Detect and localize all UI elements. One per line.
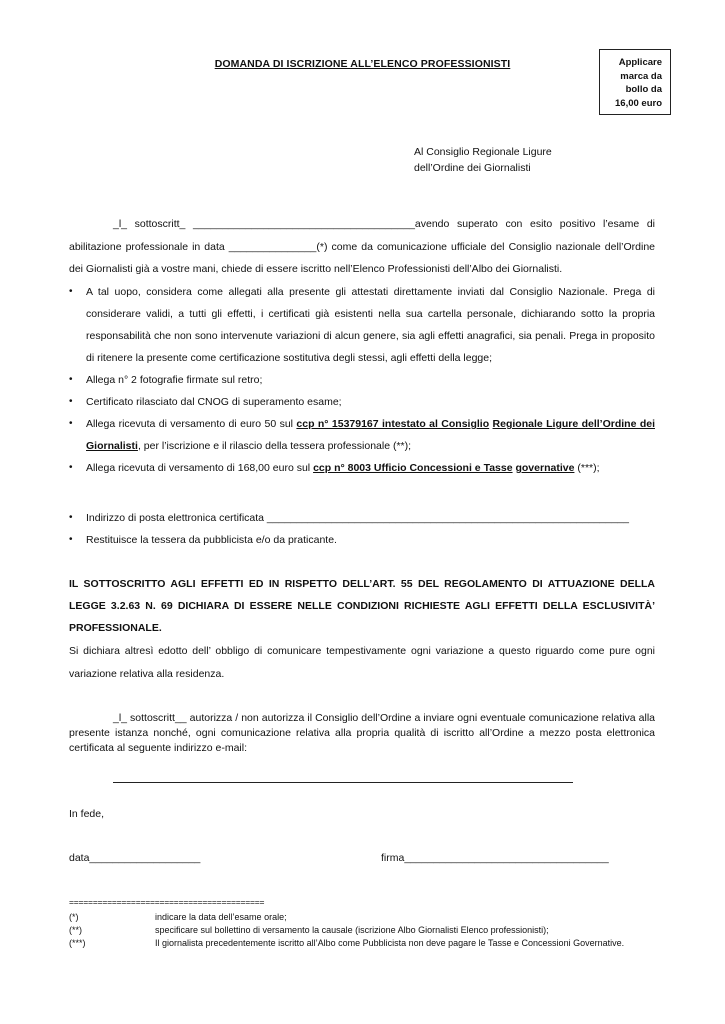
stamp-line: marca da xyxy=(620,70,662,82)
footnote-text: specificare sul bollettino di versamento la causale (iscrizione Albo Giornalisti Elenco professionisti); xyxy=(155,925,549,935)
stamp-line: 16,00 euro xyxy=(615,97,662,109)
bullet-text: Allega ricevuta di versamento di euro 50 sul xyxy=(86,418,297,430)
list-item xyxy=(69,507,655,529)
bullet-icon: • xyxy=(69,534,73,545)
footnote-key: (***) xyxy=(69,938,86,948)
footnote-key: (*) xyxy=(69,912,79,922)
bullet-text: Allega n° 2 fotografie firmate sul retro; xyxy=(86,374,263,386)
footnote-row xyxy=(69,937,655,950)
stamp-line: bollo da xyxy=(625,84,662,95)
footnote-text: indicare la data dell’esame orale; xyxy=(155,912,287,922)
footnote-text: Il giornalista precedentemente iscritto all’Albo come Pubblicista non deve pagare le Tasse e Concessioni Governative. xyxy=(155,938,625,948)
list-item xyxy=(69,413,655,457)
postal-account-1: ccp n° 15379167 intestato al Consiglio xyxy=(296,418,490,430)
intro-paragraph: _l_ sottoscritt_ ______________________________________avendo superato con esito positivo l’esame di abilitazione professionale in data _______________(*) come da comunicazione ufficiale del Consiglio nazionale dell’Ordine dei Giornalisti già a vostre mani, chiede di essere iscritto nell’Elenco Professionisti dell’Albo dei Giornalisti. xyxy=(69,218,655,275)
footnote-separator: ========================================= xyxy=(69,897,265,907)
recipient-line-1: Al Consiglio Regionale Ligure xyxy=(414,146,552,158)
postal-account-1-holder: Regionale Ligure dell’Ordine dei Giornalisti xyxy=(86,418,655,452)
list-item xyxy=(69,529,655,551)
revenue-stamp-box xyxy=(599,49,671,115)
footnote-key: (**) xyxy=(69,925,82,935)
postal-account-2: ccp n° 8003 Ufficio Concessioni e Tasse xyxy=(313,462,513,474)
email-address-line[interactable] xyxy=(113,772,573,783)
bullet-icon: • xyxy=(69,286,73,297)
recipient-address xyxy=(414,144,552,176)
list-item xyxy=(69,369,655,391)
footnote-row xyxy=(69,911,655,924)
bullet-text: , per l’iscrizione e il rilascio della tessera professionale (**); xyxy=(137,440,412,452)
bullet-text: Restituisce la tessera da pubblicista e/o da praticante. xyxy=(86,534,337,546)
declaration-paragraph: IL SOTTOSCRITTO AGLI EFFETTI ED IN RISPETTO DELL’ART. 55 DEL REGOLAMENTO DI ATTUAZIONE DELLA LEGGE 3.2.63 N. 69 DICHIARA DI ESSERE NELLE CONDIZIONI RICHIESTE AGLI EFFETTI DELLA ESCLUSIVITÀ’ PROFESSIONALE. xyxy=(69,578,655,634)
bullet-text: Certificato rilasciato dal CNOG di superamento esame; xyxy=(86,396,342,408)
bullet-text: A tal uopo, considera come allegati alla presente gli attestati direttamente inviati dal Consiglio Nazionale. Prega di considerare validi, a tutti gli effetti, i certificati già esistenti nella sua cartella personale, dichiarando sotto la propria responsabilità che non sono intervenute variazioni di alcun genere, sia agli effetti anagrafici, sia penali. Prega in proposito di ritenere la presente come certificazione sostitutiva degli stessi, agli effetti della legge; xyxy=(86,286,655,364)
footnotes xyxy=(69,911,655,950)
bullet-text: (***); xyxy=(574,462,600,474)
bullet-icon: • xyxy=(69,462,73,473)
bullet-icon: • xyxy=(69,396,73,407)
contact-list xyxy=(69,507,655,551)
document-title: DOMANDA DI ISCRIZIONE ALL’ELENCO PROFESSIONISTI xyxy=(214,58,511,70)
bullet-icon: • xyxy=(69,374,73,385)
bullet-icon: • xyxy=(69,418,73,429)
authorization-paragraph: _l_ sottoscritt__ autorizza / non autorizza il Consiglio dell’Ordine a inviare ogni eventuale comunicazione relativa alla presente istanza nonché, ogni comunicazione relativa alla propria qualità di iscritto all’Ordine a mezzo posta elettronica certificata al seguente indirizzo e-mail: xyxy=(69,712,655,754)
recipient-line-2: dell’Ordine dei Giornalisti xyxy=(414,162,531,174)
bullet-icon: • xyxy=(69,512,73,523)
postal-account-2-suffix: governative xyxy=(515,462,575,474)
pec-address-field[interactable]: Indirizzo di posta elettronica certificata ______________________________________________________________ xyxy=(86,512,629,524)
list-item xyxy=(69,391,655,413)
attachments-list xyxy=(69,281,655,479)
list-item xyxy=(69,457,655,479)
date-field[interactable]: data___________________ xyxy=(69,852,201,864)
in-fede-label: In fede, xyxy=(69,808,105,820)
signature-field[interactable]: firma___________________________________ xyxy=(381,852,609,864)
obligation-paragraph: Si dichiara altresì edotto dell’ obbligo di comunicare tempestivamente ogni variazione a questo riguardo come pure ogni variazione relativa alla residenza. xyxy=(69,645,655,680)
list-item xyxy=(69,281,655,369)
stamp-line: Applicare xyxy=(618,57,662,68)
footnote-row xyxy=(69,924,655,937)
bullet-text: Allega ricevuta di versamento di 168,00 euro sul xyxy=(86,462,314,474)
